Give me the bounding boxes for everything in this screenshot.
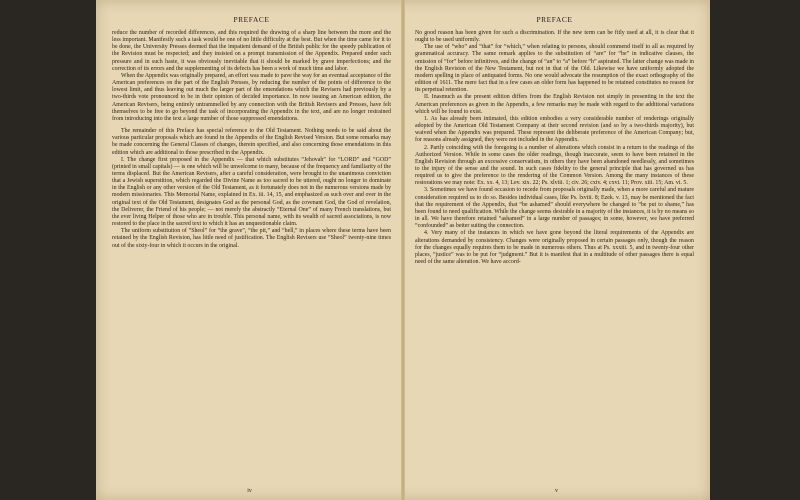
paragraph: I. The change first proposed in the Appendix — that which substitutes “Jehovah” for “LORD” and “GOD” (printed in small capitals) — is one which will be unwelcome to many, because of the frequency and familiarity of the terms displaced. But the American Revisers, after a careful consideration, were brought to the unanimous conviction that a Jewish superstition, which regarded the Divine Name as too sacred to be uttered, ought no longer to dominate in the English or any other version of the Old Testament, as it fortunately does not in the numerous versions made by modern missionaries. This Memorial Name, explained in Ex. iii. 14, 15, and emphasized as such over and over in the original text of the Old Testament, designates God as the personal God, as the covenant God, the God of revelation, the Deliverer, the Friend of his people; — not merely the abstractly “Eternal One” of many French translations, but the ever living Helper of those who are in trouble. This personal name, with its wealth of sacred associations, is now restored to the place in the sacred text to which it has an unquestionable claim. [112, 156, 391, 228]
book-spread [96, 0, 710, 500]
page-text [415, 30, 694, 266]
paragraph: The remainder of this Preface has special reference to the Old Testament. Nothing needs to be said about the various particular proposals which are found in the Appendix of the English Revised Version. But some remarks may be made concerning the General Classes of changes, therein specified, and also concerning those emendations in this edition which are additional to those prescribed in the Appendix. [112, 128, 391, 156]
paragraph: reduce the number of recorded differences, and this required the drawing of a sharp line between the more and the less important. Manifestly such a task would be one of no little difficulty at the best. But when the time came for it to be done, the University Presses deemed that the impatient demand of the British public for the speedy publication of the Revision must be respected; and they insisted on a prompt transmission of the Appendix. Prepared under such pressure and in such haste, it was obviously inevitable that it should be marked by grave imperfections; and the correction of its errors and the supplementing of its defects has been a work of much time and labor. [112, 30, 391, 72]
paragraph: When the Appendix was originally prepared, an effort was made to pave the way for an eventual acceptance of the American preferences on the part of the English Presses, by reducing the number of the points of difference to the lowest limit, and thus leaving out much the larger part of the emendations which the Revisers had previously by a two-thirds vote pronounced to be in their opinion of decided importance. In now issuing an American edition, the American Revisers, being entirely untrammelled by any connection with the British Revisers and Presses, have felt themselves to be free to go beyond the task of incorporating the Appendix in the text, and are no longer restrained from introducing into the text a large number of those suppressed emendations. [112, 72, 391, 122]
paragraph: No good reason has been given for such a discrimination. If the new term can be fitly used at all, it is clear that it ought to be used uniformly. [415, 30, 694, 44]
page-header: PREFACE [536, 15, 573, 24]
paragraph: The uniform substitution of “Sheol” for “the grave”, “the pit,” and “hell,” in places where these terms have been retained by the English Revision, has little need of justification. The English Revisers use “Sheol” twenty-nine times out of the sixty-four in which it occurs in the original. [112, 228, 391, 249]
paragraph: 2. Partly coinciding with the foregoing is a number of alterations which consist in a return to the readings of the Authorized Version. While in some cases the older readings, though inaccurate, seem to have been retained in the English Revision through an excessive conservatism, in others they have been abandoned needlessly, and sometimes to the injury of the sense and the sound. In such cases fidelity to the general principle that has governed us has required us to give the preference to the rendering of the Common Version. Among the many instances of these restorations we may note: Ex. xx. 4, 13; Lev. xix. 22; Ps. xlviii. 1; civ. 26; cxiv. 4; cxvi. 11; Prov. xiii. 15; Am. vi. 5. [415, 144, 694, 187]
paragraph: 3. Sometimes we have found occasion to recede from proposals originally made, when a more careful and mature consideration required us to do so. Besides individual cases, like Ps. lxviii. 8; Ezek. v. 13, may be mentioned the fact that the requirement of the Appendix, that “be ashamed” should everywhere be changed to “be put to shame,” has been found to need qualification. While the change seems desirable in a majority of the instances, it is by no means so in all. We have therefore retained “ashamed” in a large number of passages; in some, however, we have preferred “confounded” as better suiting the connection. [415, 187, 694, 230]
page-number: iv [247, 488, 252, 494]
page-number: v [555, 488, 558, 494]
paragraph: 4. Very many of the instances in which we have gone beyond the literal requirements of the Appendix are alterations demanded by consistency. Changes were originally proposed in certain passages only, though the reason for the changes equally requires them to be made in numerous others. Thus at Ps. xxxiii. 5, and in twenty-four other places, “justice” was to be put for “judgment.” But it is manifest that in a multitude of other passages there is equal need of the same alteration. We have accord- [415, 230, 694, 265]
page-text [112, 30, 391, 250]
paragraph: The use of “who” and “that” for “which,” when relating to persons, should commend itself to all as required by grammatical accuracy. The same remark applies to the substitution of “are” for “be” in indicative clauses, the omission of “for” before infinitives, and the change of “an” to “a” before “h” aspirated. The latter change was made in the English Revision of the New Testament, but not in that of the Old. Likewise we have uniformly adopted the modern spelling in place of antiquated forms. No one would advocate the resumption of the exact orthography of the edition of 1611. The mere fact that in a few cases an older form has happened to be retained constitutes no reason for its perpetual retention. [415, 44, 694, 94]
paragraph: 1. As has already been intimated, this edition embodies a very considerable number of renderings originally adopted by the American Old Testament Company at their second revision (and so by a two-thirds majority), but waived when the Appendix was prepared. These represent the deliberate preference of the American Company; but, for reasons already assigned, they were not included in the Appendix. [415, 115, 694, 144]
paragraph: II. Inasmuch as the present edition differs from the English Revision not simply in presenting in the text the American preferences as given in the Appendix, a few remarks may be made with regard to the additional variations which will be found to exist. [415, 94, 694, 115]
left-page [96, 0, 403, 500]
right-page [403, 0, 710, 500]
page-header: PREFACE [233, 15, 270, 24]
